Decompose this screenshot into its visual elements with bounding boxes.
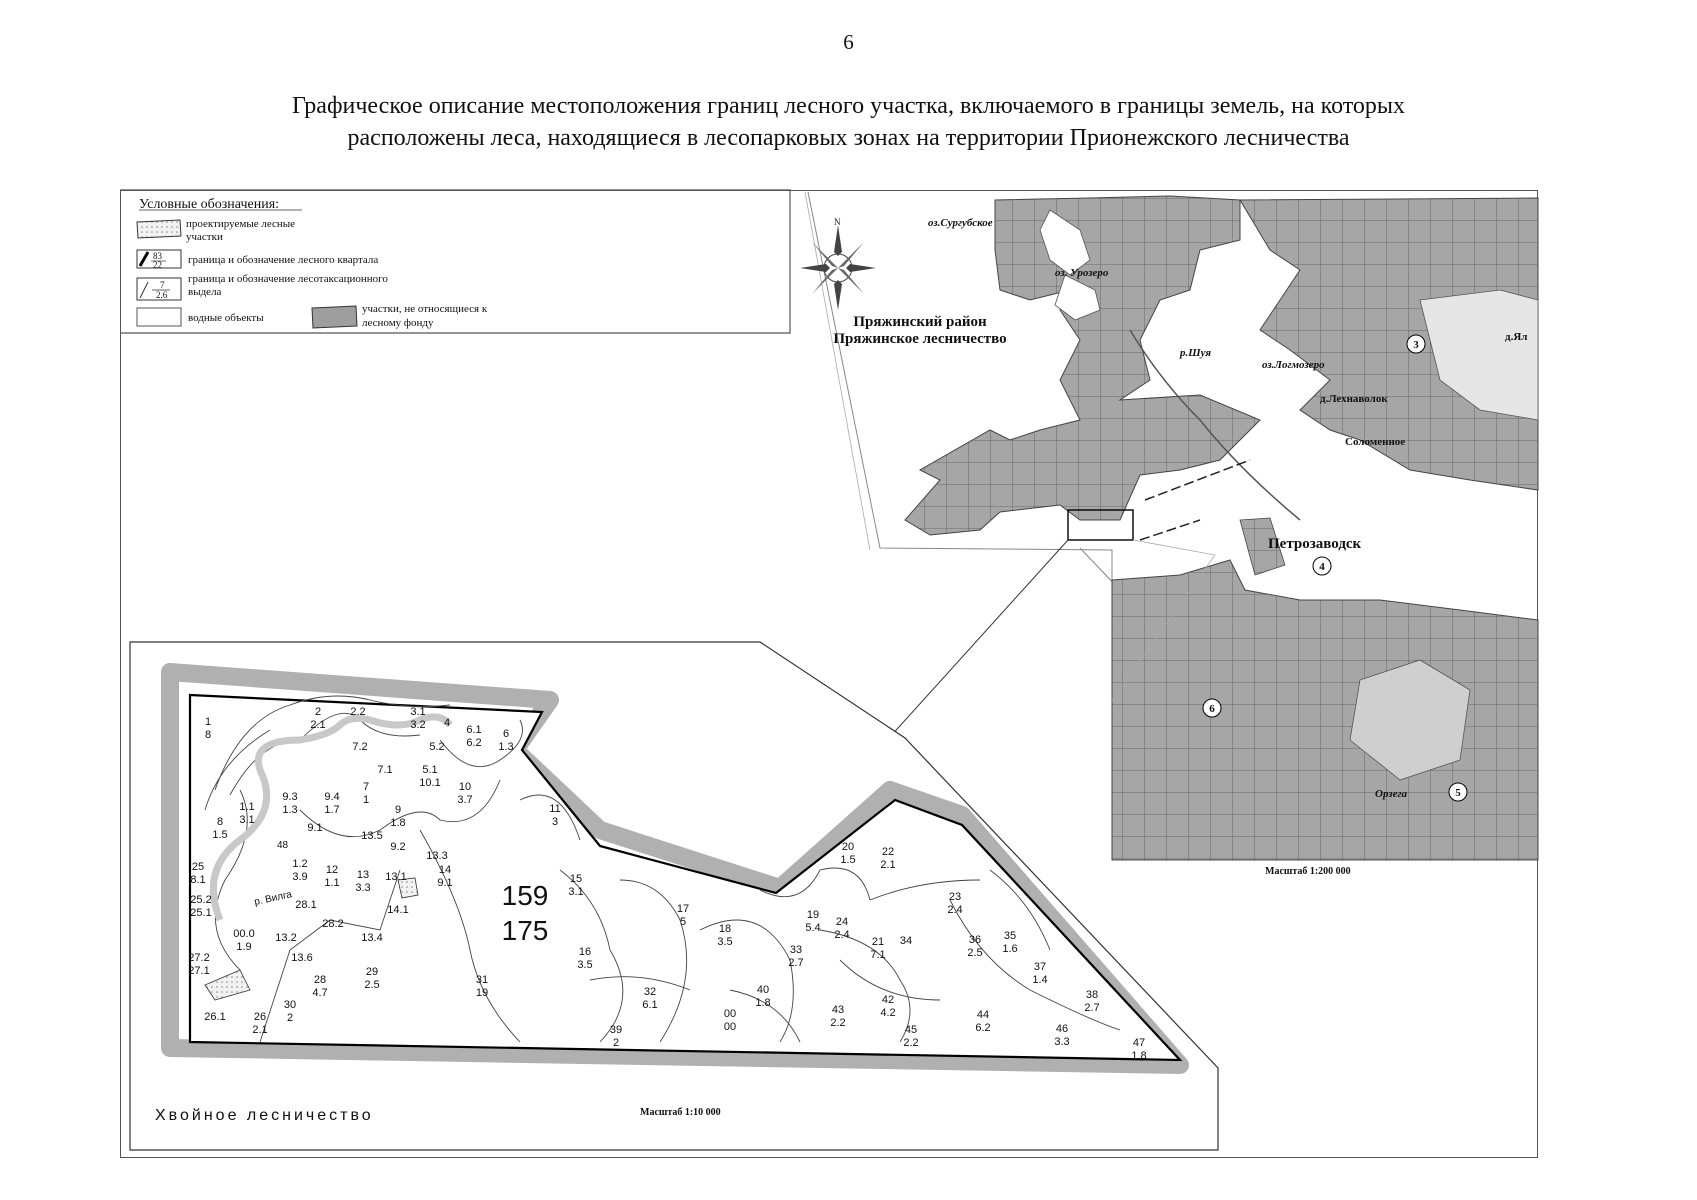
- subplot-number: 13.2: [275, 932, 297, 944]
- subplot-number: 00: [723, 1008, 737, 1020]
- subplot-number: 47: [1132, 1037, 1146, 1049]
- subplot-number: 7.1: [377, 764, 393, 776]
- subplot-number: 5.1: [422, 764, 438, 776]
- plot-label-48: 48: [277, 840, 289, 851]
- subplot-number: 3.1: [410, 706, 426, 718]
- title-line-2: расположены леса, находящиеся в лесопарковых зонах на территории Прионежского лесничества: [347, 125, 1350, 151]
- subplot-number: 44: [976, 1009, 990, 1021]
- place-petrozavodsk: Петрозаводск: [1268, 536, 1362, 552]
- subplot-number: 34: [899, 935, 913, 947]
- subplot-area: 1.7: [324, 804, 340, 816]
- subplot-number: 39: [609, 1024, 623, 1036]
- subplot-number: 13.6: [291, 952, 313, 964]
- subplot-number: 13.1: [385, 871, 407, 883]
- subplot-area: 00: [723, 1021, 737, 1033]
- legend-item-5-line2: лесному фонду: [362, 317, 434, 329]
- overview-scale: Масштаб 1:200 000: [1265, 866, 1351, 877]
- place-orzega: Орзега: [1375, 788, 1408, 800]
- subplot-number: 40: [756, 984, 770, 996]
- subplot-number: 33: [789, 944, 803, 956]
- subplot-area: 2.2: [830, 1017, 846, 1029]
- subplot-area: 2: [286, 1012, 294, 1024]
- subplot-area: 27.1: [188, 965, 210, 977]
- subplot-number: 12: [325, 864, 339, 876]
- subplot-number: 9.4: [324, 791, 340, 803]
- legend-heading: Условные обозначения:: [139, 197, 280, 212]
- subplot-number: 27.2: [188, 952, 210, 964]
- subplot-number: 00.0: [233, 928, 255, 940]
- subplot-area: 1.5: [840, 854, 856, 866]
- subplot-area: 4.2: [880, 1007, 896, 1019]
- legend-item-3-line1: граница и обозначение лесотаксационного: [188, 273, 388, 285]
- subplot-number: 9.2: [390, 841, 406, 853]
- overview-landmass-petrozavodsk: [1112, 560, 1538, 860]
- svg-text:6: 6: [1209, 703, 1215, 715]
- subplot-area: 2.4: [947, 904, 963, 916]
- subplot-number: 8: [216, 816, 224, 828]
- lesnichestvo-badge-5: [1449, 783, 1467, 801]
- subplot-number: 38: [1085, 989, 1099, 1001]
- subplot-area: 1: [362, 794, 370, 806]
- subplot-number: 18: [718, 923, 732, 935]
- subplot-number: 42: [881, 994, 895, 1006]
- subplot-area: 1.1: [324, 877, 340, 889]
- subplot-area: 3.1: [239, 814, 255, 826]
- subplot-area: 3: [551, 816, 559, 828]
- subplot-area: 2.5: [364, 979, 380, 991]
- subplot-number: 6.1: [466, 724, 482, 736]
- lesnichestvo-badge-3: [1407, 335, 1425, 353]
- subplot-number: 45: [904, 1024, 918, 1036]
- place-logmozero: оз.Логмозеро: [1262, 359, 1325, 371]
- quarter-number-175: 175: [501, 915, 549, 946]
- subplot-number: 46: [1055, 1023, 1069, 1035]
- compass-rose: [800, 217, 876, 310]
- subplot-number: 23: [948, 891, 962, 903]
- page-number: 6: [843, 30, 854, 54]
- subplot-number: 9.1: [307, 822, 323, 834]
- subplot-number: 28: [313, 974, 327, 986]
- subplot-area: 2.1: [252, 1024, 268, 1036]
- legend-item-5-line1: участки, не относящиеся к: [362, 303, 488, 315]
- subplot-area: 6.1: [642, 999, 658, 1011]
- subplot-number: 2: [314, 706, 322, 718]
- subplot-area: 2.5: [967, 947, 983, 959]
- subplot-area: 6.2: [975, 1022, 991, 1034]
- subplot-number: 14.1: [387, 904, 409, 916]
- subplot-area: 2: [612, 1037, 620, 1049]
- subplot-number: 2.2: [350, 706, 366, 718]
- legend-swatch-nonforest: [312, 306, 357, 328]
- subplot-area: 1.4: [1032, 974, 1048, 986]
- subplot-number: 19: [806, 909, 820, 921]
- subplot-number: 26: [253, 1011, 267, 1023]
- district-line-1: Пряжинский район: [853, 314, 987, 330]
- subplot-number: 43: [831, 1004, 845, 1016]
- place-solomennoe: Соломенное: [1345, 436, 1406, 448]
- subplot-area: 1.8: [390, 817, 406, 829]
- legend-subplot-num-bottom: 2.6: [156, 290, 168, 300]
- subplot-area: 2.4: [834, 929, 850, 941]
- subplot-area: 2.1: [310, 719, 326, 731]
- subplot-number: 36: [968, 934, 982, 946]
- legend-item-1-line2: участки: [186, 231, 223, 243]
- title-line-1: Графическое описание местоположения границ лесного участка, включаемого в границы земель, на которых: [291, 93, 1406, 119]
- subplot-area: 5.4: [805, 922, 821, 934]
- legend-item-1-line1: проектируемые лесные: [186, 218, 296, 230]
- subplot-area: 4.7: [312, 987, 328, 999]
- subplot-number: 1: [204, 716, 212, 728]
- subplot-number: 22: [881, 846, 895, 858]
- svg-text:4: 4: [1319, 561, 1325, 573]
- subplot-area: 19: [475, 987, 489, 999]
- subplot-number: 11: [549, 803, 561, 815]
- subplot-number: 6: [502, 728, 510, 740]
- subplot-area: 1.8: [1131, 1050, 1147, 1062]
- legend-swatch-projected: [137, 220, 181, 238]
- subplot-number: 17: [676, 903, 690, 915]
- subplot-number: 1.2: [292, 858, 308, 870]
- subplot-number: 24: [835, 916, 849, 928]
- subplot-number: 25: [191, 861, 205, 873]
- subplot-number: 9.3: [282, 791, 298, 803]
- subplot-area: 3.5: [717, 936, 733, 948]
- subplot-number: 16: [578, 946, 592, 958]
- legend-item-3-line2: выдела: [188, 286, 222, 298]
- subplot-number: 13.3: [426, 850, 448, 862]
- svg-text:5: 5: [1455, 787, 1461, 799]
- subplot-number: 31: [475, 974, 489, 986]
- compass-n: N: [834, 217, 841, 227]
- subplot-number: 21: [871, 936, 885, 948]
- detail-map: [130, 642, 1218, 1150]
- legend-subplot-num-top: 7: [160, 280, 165, 290]
- subplot-number: 14: [438, 864, 452, 876]
- subplot-number: 29: [365, 966, 379, 978]
- legend-swatch-water: [137, 308, 181, 326]
- subplot-area: 8.1: [190, 874, 206, 886]
- subplot-area: 1.6: [1002, 943, 1018, 955]
- place-surgubskoe: оз.Сургубское: [928, 217, 993, 229]
- lesnichestvo-badge-6: [1203, 699, 1221, 717]
- subplot-area: 3.3: [1054, 1036, 1070, 1048]
- place-shuya: р.Шуя: [1180, 347, 1212, 359]
- subplot-number: 7.2: [352, 741, 368, 753]
- subplot-area: 25.1: [190, 907, 212, 919]
- quarter-number-159: 159: [501, 880, 549, 911]
- svg-text:3: 3: [1413, 339, 1419, 351]
- subplot-number: 28.1: [295, 899, 317, 911]
- subplot-area: 2.7: [788, 957, 804, 969]
- river-label: р. Вилга: [253, 889, 293, 908]
- subplot-number: 15: [569, 873, 583, 885]
- subplot-area: 3.9: [292, 871, 308, 883]
- subplot-area: 3.1: [568, 886, 584, 898]
- subplot-area: 7.1: [870, 949, 886, 961]
- subplot-area: 5: [679, 916, 687, 928]
- subplot-number: 37: [1033, 961, 1047, 973]
- subplot-area: 1.5: [212, 829, 228, 841]
- subplot-number: 32: [643, 986, 657, 998]
- subplot-number: 13: [356, 869, 370, 881]
- legend-item-2-line1: граница и обозначение лесного квартала: [188, 254, 379, 266]
- legend-quarter-num-top: 83: [153, 251, 162, 261]
- legend-quarter-num-bottom: 22: [153, 260, 162, 270]
- subplot-area: 1.3: [498, 741, 514, 753]
- forestry-name: Хвойное лесничество: [155, 1107, 374, 1124]
- place-lekhnavolok: д.Лехнаволок: [1320, 393, 1388, 405]
- subplot-number: 13.5: [361, 830, 383, 842]
- subplot-area: 3.5: [577, 959, 593, 971]
- subplot-area: 1.3: [282, 804, 298, 816]
- place-urozero: оз. Урозеро: [1055, 267, 1109, 279]
- subplot-number: 1.1: [239, 801, 255, 813]
- subplot-number: 13.4: [361, 932, 383, 944]
- place-yal: д.Ял: [1505, 331, 1528, 343]
- subplot-number: 35: [1003, 930, 1017, 942]
- subplot-area: 3.7: [457, 794, 473, 806]
- district-line-2: Пряжинское лесничество: [833, 331, 1007, 347]
- subplot-area: 8: [204, 729, 212, 741]
- subplot-area: 3.3: [355, 882, 371, 894]
- subplot-number: 5.2: [429, 741, 445, 753]
- legend: [120, 190, 790, 333]
- legend-item-4-line1: водные объекты: [188, 312, 264, 324]
- subplot-area: 1.8: [755, 997, 771, 1009]
- subplot-number: 7: [362, 781, 370, 793]
- subplot-area: 9.1: [437, 877, 453, 889]
- subplot-number: 25.2: [190, 894, 212, 906]
- subplot-area: 6.2: [466, 737, 482, 749]
- subplot-number: 28.2: [322, 918, 344, 930]
- subplot-number: 10: [458, 781, 472, 793]
- subplot-number: 26.1: [204, 1011, 226, 1023]
- subplot-number: 4: [443, 717, 451, 729]
- subplot-number: 9: [394, 804, 402, 816]
- subplot-area: 10.1: [419, 777, 441, 789]
- subplot-area: 2.7: [1084, 1002, 1100, 1014]
- subplot-area: 3.2: [410, 719, 426, 731]
- subplot-number: 20: [841, 841, 855, 853]
- subplot-number: 30: [283, 999, 297, 1011]
- subplot-area: 2.1: [880, 859, 896, 871]
- subplot-area: 1.9: [236, 941, 252, 953]
- detail-scale: Масштаб 1:10 000: [640, 1107, 721, 1118]
- lesnichestvo-badge-4: [1313, 557, 1331, 575]
- subplot-area: 2.2: [903, 1037, 919, 1049]
